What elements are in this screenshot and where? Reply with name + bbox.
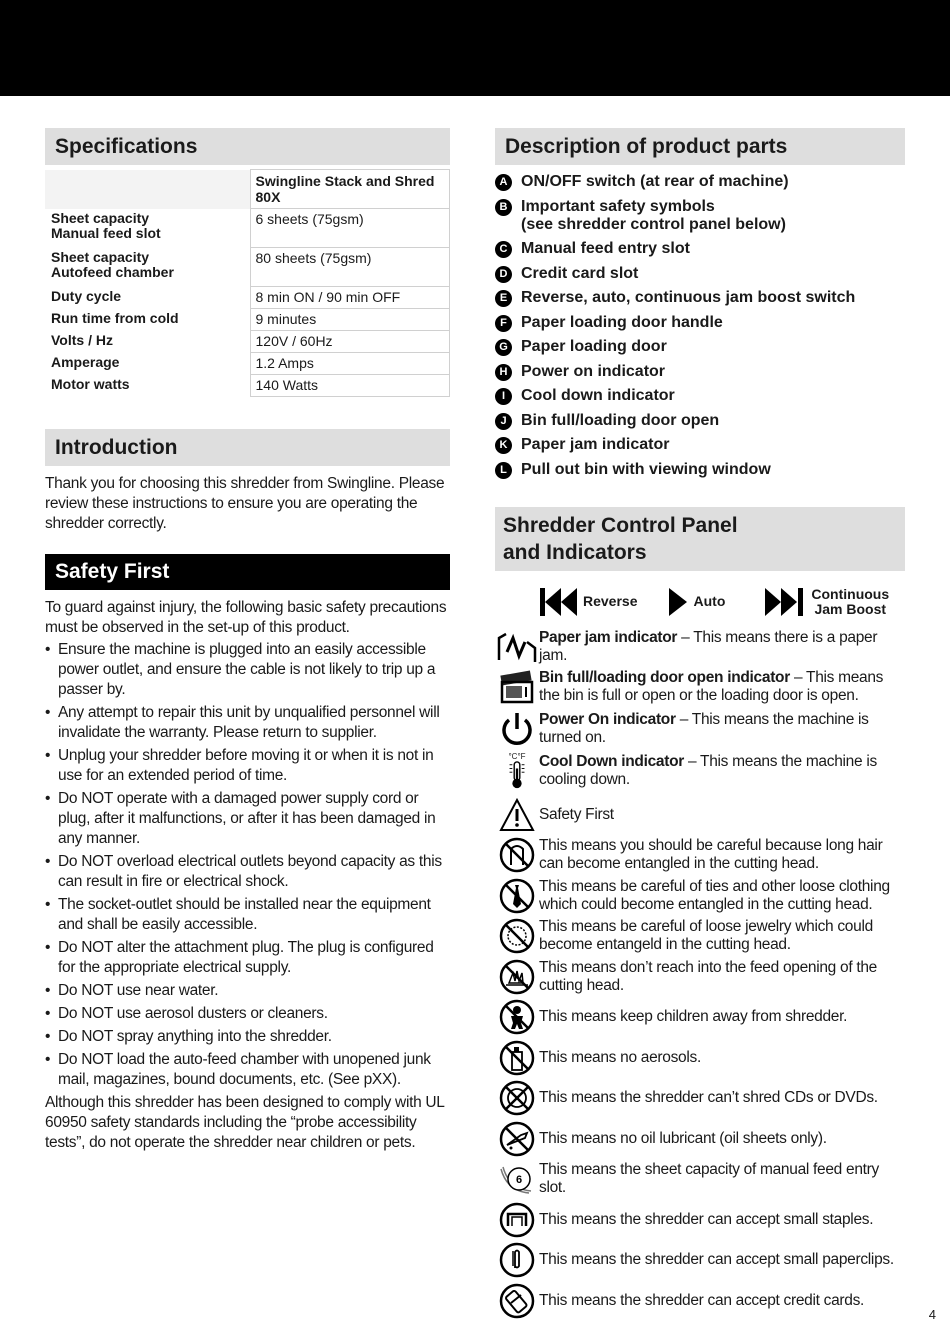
indicator-desc: – This means the machine is turned on. (539, 710, 869, 746)
mode-continuous-label (811, 587, 889, 617)
safety-heading: Safety First (45, 554, 450, 590)
letter-h-icon: H (495, 364, 512, 381)
indicator-name: Cool Down indicator (539, 752, 684, 770)
parts-item (495, 338, 905, 356)
spec-row (45, 248, 450, 287)
credit-card-icon (495, 1283, 539, 1319)
symbol-text: This means the shredder can accept small staples. (539, 1210, 874, 1228)
symbol-text: This means be careful of loose jewelry which could become entangeld in the cutting head. (539, 918, 873, 954)
mode-continuous (765, 586, 889, 618)
spec-label: Run time from cold (51, 309, 179, 326)
parts-item-text: Paper jam indicator (521, 436, 670, 453)
reverse-icon (539, 586, 577, 618)
spec-blank-cell (45, 170, 250, 209)
indicator-desc: – This means the bin is full or open or the loading door is open. (539, 668, 884, 704)
mode-reverse (539, 586, 638, 618)
parts-item-text: ON/OFF switch (at rear of machine) (521, 173, 789, 190)
control-panel-title-line2: and Indicators (503, 540, 647, 564)
parts-item-text: Pull out bin with viewing window (521, 460, 771, 478)
no-aerosol-icon (495, 1040, 539, 1076)
symbol-row (495, 1159, 905, 1200)
symbol-text: Safety First (539, 805, 614, 823)
symbol-row (495, 835, 905, 876)
introduction-text: Thank you for choosing this shredder from Swingline. Please review these instructions to ensure you are operating the shredder correctly. (45, 475, 445, 532)
parts-item (495, 461, 905, 479)
warning-triangle-icon (495, 798, 539, 832)
no-long-hair-icon (495, 837, 539, 873)
parts-item (495, 265, 905, 283)
sheet-capacity-icon (495, 1161, 539, 1197)
safety-symbols-list (495, 795, 905, 1322)
parts-item (495, 412, 905, 430)
safety-bullet: • Any attempt to repair this unit by unqualified personnel will invalidate the warranty. Please return to supplier. (45, 703, 450, 743)
no-jewelry-icon (495, 918, 539, 954)
spec-row (45, 353, 450, 375)
parts-item (495, 314, 905, 332)
letter-j-icon: J (495, 413, 512, 430)
spec-row (45, 331, 450, 353)
parts-item (495, 436, 905, 454)
spec-label: Volts / Hz (51, 331, 113, 348)
introduction-heading: Introduction (45, 429, 450, 466)
parts-item (495, 363, 905, 381)
parts-item-text: Cool down indicator (521, 387, 675, 404)
parts-item (495, 387, 905, 405)
letter-g-icon: G (495, 339, 512, 356)
spec-label: Sheet capacity Manual feed slot (51, 209, 161, 241)
symbol-text: This means the shredder can accept small paperclips. (539, 1251, 894, 1269)
spec-row (45, 287, 450, 309)
safety-bullet: • Do NOT use aerosol dusters or cleaners. (45, 1004, 450, 1024)
parts-item-text: Credit card slot (521, 264, 639, 282)
indicator-text (539, 753, 905, 789)
spec-label: Motor watts (51, 375, 130, 392)
parts-item-text: Bin full/loading door open (521, 411, 720, 429)
parts-item (495, 173, 905, 191)
letter-c-icon: C (495, 241, 512, 258)
indicator-bin-full (495, 669, 905, 705)
spec-value: 140 Watts (250, 375, 450, 397)
indicator-text (539, 669, 905, 705)
power-icon (495, 711, 539, 747)
mode-continuous-line1: Continuous (811, 585, 890, 602)
symbol-row (495, 916, 905, 957)
continuous-icon (765, 586, 805, 618)
indicator-text (539, 711, 905, 747)
staple-icon (495, 1202, 539, 1238)
letter-i-icon: I (495, 388, 512, 405)
mode-auto (668, 586, 726, 618)
parts-item-text: Manual feed entry slot (521, 240, 690, 257)
paperclip-icon (495, 1242, 539, 1278)
indicator-name: Bin full/loading door open indicator (539, 668, 790, 686)
indicator-name: Paper jam indicator (539, 628, 678, 646)
parts-item-text: Paper loading door (521, 338, 667, 355)
spec-value: 9 minutes (250, 309, 450, 331)
indicator-power (495, 711, 905, 747)
spec-value: 6 sheets (75gsm) (250, 209, 450, 248)
symbol-row (495, 1119, 905, 1160)
spec-value: 80 sheets (75gsm) (250, 248, 450, 287)
safety-closing: Although this shredder has been designed to comply with UL 60950 safety standards including the “probe accessibility tests”, do not operate the shredder near children or pets. (45, 1094, 445, 1151)
left-column (45, 128, 450, 1153)
mode-reverse-label: Reverse (583, 593, 638, 609)
sheet-count-text: 6 (515, 1174, 523, 1187)
spec-label: Duty cycle (51, 287, 122, 304)
no-cd-icon (495, 1080, 539, 1116)
parts-item (495, 198, 905, 234)
parts-item-text: Power on indicator (521, 362, 666, 380)
indicator-text (539, 629, 905, 665)
safety-bullet: • Do NOT overload electrical outlets beyond capacity as this can result in fire or electrical shock. (45, 852, 450, 892)
spec-value: 1.2 Amps (250, 353, 450, 375)
auto-play-icon (668, 586, 688, 618)
symbol-row (495, 795, 905, 836)
symbol-text: This means the sheet capacity of manual feed entry slot. (539, 1161, 879, 1197)
control-panel-heading (495, 507, 905, 571)
safety-bullet: • The socket-outlet should be installed near the equipment and shall be easily accessible. (45, 895, 450, 935)
parts-item (495, 240, 905, 258)
page-number: 4 (928, 1307, 936, 1322)
symbol-row (495, 997, 905, 1038)
letter-e-icon: E (495, 290, 512, 307)
top-black-bar (0, 0, 950, 96)
symbol-row (495, 1038, 905, 1079)
parts-list (495, 173, 905, 479)
symbol-text: This means the shredder can’t shred CDs or DVDs. (539, 1089, 878, 1107)
symbol-text: This means no oil lubricant (oil sheets only). (539, 1129, 827, 1147)
bin-full-icon (495, 669, 539, 705)
mode-auto-label: Auto (693, 593, 726, 609)
safety-section (45, 598, 450, 1153)
safety-intro: To guard against injury, the following basic safety precautions must be observed in the set-up of this product. (45, 599, 447, 636)
letter-a-icon: A (495, 174, 512, 191)
thermo-units: °C°F (508, 751, 526, 761)
specifications-heading: Specifications (45, 128, 450, 165)
mode-continuous-line2: Jam Boost (814, 600, 887, 617)
symbol-row (495, 957, 905, 998)
symbol-row (495, 1078, 905, 1119)
control-panel-title-line1: Shredder Control Panel (503, 513, 738, 537)
symbol-row (495, 1281, 905, 1322)
parts-item-text: Paper loading door handle (521, 313, 723, 331)
spec-row (45, 309, 450, 331)
spec-value: 120V / 60Hz (250, 331, 450, 353)
symbol-text: This means the shredder can accept credit cards. (539, 1291, 865, 1309)
symbol-row (495, 1200, 905, 1241)
spec-row (45, 375, 450, 397)
letter-l-icon: L (495, 462, 512, 479)
letter-d-icon: D (495, 266, 512, 283)
indicator-desc: – This means there is a paper jam. (539, 628, 878, 664)
safety-bullet: • Ensure the machine is plugged into an easily accessible power outlet, and ensure the cable is not likely to trip up a passer by. (45, 640, 450, 700)
specifications-table (45, 169, 450, 397)
spec-value: 8 min ON / 90 min OFF (250, 287, 450, 309)
no-hand-icon (495, 959, 539, 995)
parts-heading: Description of product parts (495, 128, 905, 165)
parts-item (495, 289, 905, 307)
right-column (495, 128, 905, 1321)
no-tie-icon (495, 878, 539, 914)
safety-list (45, 640, 450, 1090)
symbol-text: This means be careful of ties and other loose clothing which could become entangled in the cutting head. (539, 877, 890, 913)
letter-b-icon: B (495, 199, 512, 216)
spec-label: Sheet capacity Autofeed chamber (51, 248, 174, 280)
symbol-text: This means keep children away from shredder. (539, 1008, 848, 1026)
safety-bullet: • Do NOT spray anything into the shredder. (45, 1027, 450, 1047)
indicator-cool-down (495, 753, 905, 789)
safety-bullet: • Do NOT use near water. (45, 981, 450, 1001)
symbol-text: This means no aerosols. (539, 1048, 701, 1066)
indicator-name: Power On indicator (539, 710, 676, 728)
no-children-icon (495, 999, 539, 1035)
indicator-desc: – This means the machine is cooling down. (539, 752, 877, 788)
mode-switch-legend (495, 583, 905, 621)
safety-bullet: • Do NOT alter the attachment plug. The plug is configured for the appropriate electrical supply. (45, 938, 450, 978)
safety-bullet: • Do NOT load the auto-feed chamber with unopened junk mail, magazines, bound documents, etc. (See pXX). (45, 1050, 450, 1090)
no-oil-icon (495, 1121, 539, 1157)
spec-model-header: Swingline Stack and Shred 80X (250, 170, 450, 209)
letter-f-icon: F (495, 315, 512, 332)
safety-bullet: • Unplug your shredder before moving it or when it is not in use for an extended period of time. (45, 746, 450, 786)
paper-jam-icon (495, 629, 539, 665)
symbol-row (495, 1240, 905, 1281)
symbol-text: This means don’t reach into the feed opening of the cutting head. (539, 958, 877, 994)
symbol-text: This means you should be careful because long hair can become entangled in the cutting head. (539, 837, 883, 873)
safety-bullet: • Do NOT operate with a damaged power supply cord or plug, after it malfunctions, or after it has been damaged in any manner. (45, 789, 450, 849)
spec-row (45, 209, 450, 248)
symbol-row (495, 876, 905, 917)
indicator-paper-jam (495, 629, 905, 665)
spec-label: Amperage (51, 353, 120, 370)
letter-k-icon: K (495, 437, 512, 454)
spec-header-row (45, 170, 450, 209)
parts-item-text: Reverse, auto, continuous jam boost switch (521, 289, 856, 306)
parts-item-text: Important safety symbols (see shredder control panel below) (521, 197, 786, 233)
thermometer-icon (495, 753, 539, 789)
